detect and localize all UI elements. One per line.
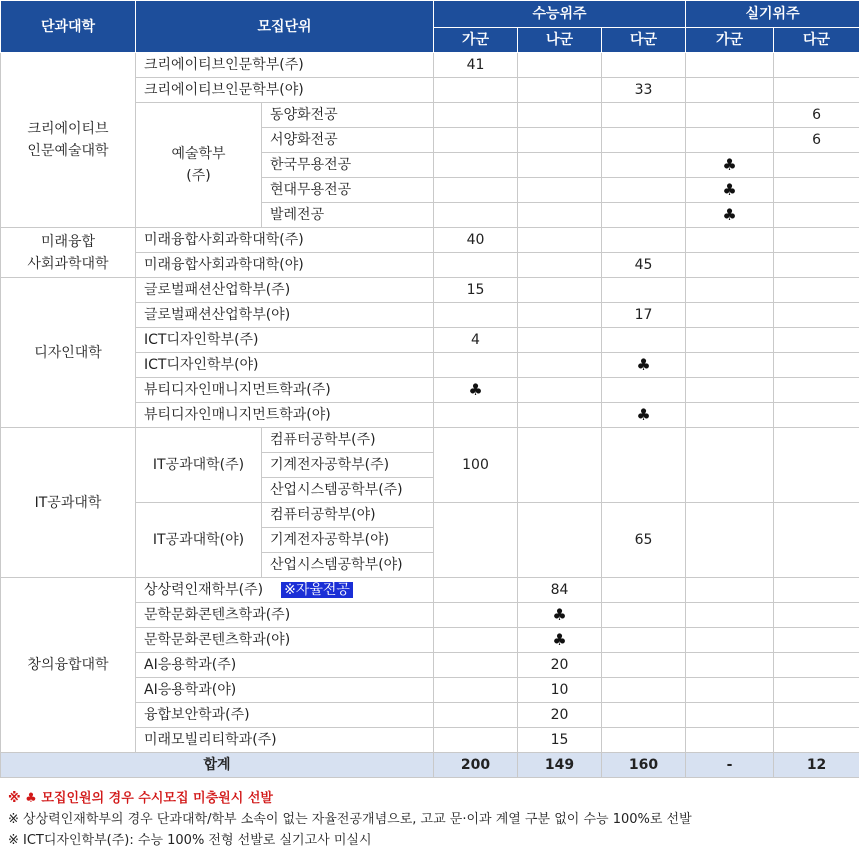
csat-da-cell: 33 bbox=[602, 78, 686, 103]
header-csat-na: 나군 bbox=[518, 28, 602, 53]
csat-ga-cell bbox=[434, 628, 518, 653]
header-csat-da: 다군 bbox=[602, 28, 686, 53]
footnote-ict: ※ ICT디자인학부(주): 수능 100% 전형 선발로 실기고사 미실시 bbox=[8, 833, 372, 848]
unit-name: 기계전자공학부(야) bbox=[262, 528, 434, 553]
practical-ga-cell bbox=[686, 278, 774, 303]
total-csat-na: 149 bbox=[518, 753, 602, 778]
practical-da-cell bbox=[774, 153, 859, 178]
practical-ga-cell bbox=[686, 378, 774, 403]
unit-name: 글로벌패션산업학부(야) bbox=[136, 303, 434, 328]
csat-da-cell bbox=[602, 603, 686, 628]
practical-da-cell bbox=[774, 403, 859, 428]
csat-da-cell bbox=[602, 278, 686, 303]
csat-na-cell bbox=[518, 103, 602, 128]
csat-ga-cell bbox=[434, 703, 518, 728]
csat-na-cell bbox=[518, 403, 602, 428]
club-icon: ♣ bbox=[686, 153, 774, 178]
unit-name: 융합보안학과(주) bbox=[136, 703, 434, 728]
unit-name: 산업시스템공학부(주) bbox=[262, 478, 434, 503]
practical-da-cell bbox=[774, 303, 859, 328]
csat-na-cell bbox=[518, 153, 602, 178]
csat-na-cell bbox=[518, 378, 602, 403]
header-college: 단과대학 bbox=[1, 1, 136, 53]
unit-name: 뷰티디자인매니지먼트학과(야) bbox=[136, 403, 434, 428]
csat-da-cell: 17 bbox=[602, 303, 686, 328]
club-icon: ♣ bbox=[518, 603, 602, 628]
csat-na-cell bbox=[518, 203, 602, 228]
club-icon: ♣ bbox=[686, 178, 774, 203]
footnotes bbox=[8, 788, 858, 851]
practical-ga-cell bbox=[686, 253, 774, 278]
practical-ga-cell bbox=[686, 353, 774, 378]
csat-na-cell bbox=[518, 53, 602, 78]
table-row bbox=[1, 53, 859, 78]
practical-ga-cell bbox=[686, 128, 774, 153]
csat-na-cell bbox=[518, 428, 602, 503]
csat-na-cell bbox=[518, 353, 602, 378]
csat-da-cell bbox=[602, 103, 686, 128]
practical-ga-cell bbox=[686, 503, 774, 578]
practical-da-cell: 6 bbox=[774, 128, 859, 153]
csat-ga-cell bbox=[434, 678, 518, 703]
csat-da-cell bbox=[602, 678, 686, 703]
practical-ga-cell bbox=[686, 603, 774, 628]
college-convergence: 창의융합대학 bbox=[1, 578, 136, 753]
csat-na-cell: 20 bbox=[518, 703, 602, 728]
practical-da-cell bbox=[774, 728, 859, 753]
practical-da-cell bbox=[774, 278, 859, 303]
csat-da-cell bbox=[602, 328, 686, 353]
club-icon: ♣ bbox=[602, 403, 686, 428]
practical-da-cell bbox=[774, 78, 859, 103]
csat-na-cell bbox=[518, 128, 602, 153]
practical-da-cell bbox=[774, 628, 859, 653]
club-icon: ♣ bbox=[434, 378, 518, 403]
unit-name: 동양화전공 bbox=[262, 103, 434, 128]
csat-da-cell bbox=[602, 128, 686, 153]
csat-da-cell bbox=[602, 203, 686, 228]
total-csat-ga: 200 bbox=[434, 753, 518, 778]
csat-ga-cell: 4 bbox=[434, 328, 518, 353]
practical-da-cell bbox=[774, 328, 859, 353]
unit-name: 한국무용전공 bbox=[262, 153, 434, 178]
college-it: IT공과대학 bbox=[1, 428, 136, 578]
dept-it-day: IT공과대학(주) bbox=[136, 428, 262, 503]
self-directed-major-tag: ※자율전공 bbox=[281, 582, 353, 598]
practical-da-cell bbox=[774, 578, 859, 603]
csat-ga-cell bbox=[434, 203, 518, 228]
table-row bbox=[1, 578, 859, 603]
csat-na-cell bbox=[518, 178, 602, 203]
practical-da-cell bbox=[774, 678, 859, 703]
practical-da-cell bbox=[774, 178, 859, 203]
csat-na-cell bbox=[518, 503, 602, 578]
footnote-club: ※ ♣ 모집인원의 경우 수시모집 미충원시 선발 bbox=[8, 791, 273, 806]
practical-ga-cell bbox=[686, 403, 774, 428]
practical-da-cell bbox=[774, 503, 859, 578]
practical-ga-cell bbox=[686, 53, 774, 78]
csat-da-cell bbox=[602, 153, 686, 178]
csat-da-cell bbox=[602, 178, 686, 203]
csat-ga-cell bbox=[434, 253, 518, 278]
unit-name: AI응용학과(야) bbox=[136, 678, 434, 703]
practical-da-cell bbox=[774, 353, 859, 378]
csat-na-cell bbox=[518, 78, 602, 103]
csat-ga-cell: 40 bbox=[434, 228, 518, 253]
practical-ga-cell bbox=[686, 578, 774, 603]
csat-ga-cell bbox=[434, 503, 518, 578]
practical-da-cell bbox=[774, 703, 859, 728]
practical-ga-cell bbox=[686, 653, 774, 678]
unit-name: 컴퓨터공학부(주) bbox=[262, 428, 434, 453]
header-csat-ga: 가군 bbox=[434, 28, 518, 53]
practical-da-cell bbox=[774, 228, 859, 253]
csat-da-cell bbox=[602, 728, 686, 753]
practical-ga-cell bbox=[686, 328, 774, 353]
unit-name: 현대무용전공 bbox=[262, 178, 434, 203]
unit-name: 크리에이티브인문학부(주) bbox=[136, 53, 434, 78]
csat-da-cell bbox=[602, 628, 686, 653]
unit-name: 서양화전공 bbox=[262, 128, 434, 153]
practical-da-cell bbox=[774, 378, 859, 403]
practical-da-cell bbox=[774, 603, 859, 628]
footnote-imagination: ※ 상상력인재학부의 경우 단과대학/학부 소속이 없는 자율전공개념으로, 고교 문·이과 계열 구분 없이 수능 100%로 선발 bbox=[8, 812, 692, 827]
college-design: 디자인대학 bbox=[1, 278, 136, 428]
csat-na-cell bbox=[518, 228, 602, 253]
csat-ga-cell bbox=[434, 303, 518, 328]
header-practical-ga: 가군 bbox=[686, 28, 774, 53]
practical-ga-cell bbox=[686, 703, 774, 728]
csat-da-cell: 45 bbox=[602, 253, 686, 278]
unit-name: 문학문화콘텐츠학과(야) bbox=[136, 628, 434, 653]
header-unit: 모집단위 bbox=[136, 1, 434, 53]
csat-na-cell: 84 bbox=[518, 578, 602, 603]
csat-na-cell bbox=[518, 328, 602, 353]
practical-ga-cell bbox=[686, 428, 774, 503]
header-csat: 수능위주 bbox=[434, 1, 686, 28]
unit-name: 기계전자공학부(주) bbox=[262, 453, 434, 478]
csat-ga-cell bbox=[434, 653, 518, 678]
college-future: 미래융합 사회과학대학 bbox=[1, 228, 136, 278]
csat-ga-cell bbox=[434, 178, 518, 203]
csat-ga-cell bbox=[434, 128, 518, 153]
csat-na-cell: 20 bbox=[518, 653, 602, 678]
csat-da-cell bbox=[602, 378, 686, 403]
unit-name: ICT디자인학부(주) bbox=[136, 328, 434, 353]
csat-ga-cell bbox=[434, 153, 518, 178]
csat-da-cell bbox=[602, 428, 686, 503]
csat-ga-cell bbox=[434, 103, 518, 128]
total-csat-da: 160 bbox=[602, 753, 686, 778]
total-row bbox=[1, 753, 859, 778]
csat-da-cell: 65 bbox=[602, 503, 686, 578]
unit-name-cell bbox=[136, 578, 434, 603]
practical-da-cell bbox=[774, 653, 859, 678]
unit-name: AI응용학과(주) bbox=[136, 653, 434, 678]
unit-name: 글로벌패션산업학부(주) bbox=[136, 278, 434, 303]
total-practical-da: 12 bbox=[774, 753, 859, 778]
unit-name: ICT디자인학부(야) bbox=[136, 353, 434, 378]
practical-ga-cell bbox=[686, 78, 774, 103]
csat-na-cell bbox=[518, 278, 602, 303]
practical-ga-cell bbox=[686, 728, 774, 753]
practical-ga-cell bbox=[686, 228, 774, 253]
unit-name: 문학문화콘텐츠학과(주) bbox=[136, 603, 434, 628]
csat-na-cell bbox=[518, 253, 602, 278]
csat-ga-cell bbox=[434, 578, 518, 603]
csat-ga-cell: 41 bbox=[434, 53, 518, 78]
csat-ga-cell bbox=[434, 353, 518, 378]
table-row bbox=[1, 428, 859, 453]
practical-ga-cell bbox=[686, 678, 774, 703]
csat-da-cell bbox=[602, 653, 686, 678]
csat-da-cell bbox=[602, 53, 686, 78]
unit-name: 미래융합사회과학대학(야) bbox=[136, 253, 434, 278]
dept-it-night: IT공과대학(야) bbox=[136, 503, 262, 578]
total-label: 합계 bbox=[1, 753, 434, 778]
table-row bbox=[1, 278, 859, 303]
unit-name: 상상력인재학부(주) bbox=[144, 582, 264, 598]
practical-da-cell bbox=[774, 53, 859, 78]
csat-da-cell bbox=[602, 228, 686, 253]
table-row bbox=[1, 228, 859, 253]
csat-ga-cell bbox=[434, 603, 518, 628]
unit-name: 컴퓨터공학부(야) bbox=[262, 503, 434, 528]
csat-da-cell bbox=[602, 578, 686, 603]
practical-da-cell bbox=[774, 428, 859, 503]
header-practical-da: 다군 bbox=[774, 28, 859, 53]
practical-ga-cell bbox=[686, 103, 774, 128]
practical-ga-cell bbox=[686, 628, 774, 653]
csat-ga-cell bbox=[434, 78, 518, 103]
dept-art: 예술학부 (주) bbox=[136, 103, 262, 228]
practical-da-cell bbox=[774, 253, 859, 278]
csat-ga-cell: 15 bbox=[434, 278, 518, 303]
csat-na-cell: 15 bbox=[518, 728, 602, 753]
unit-name: 미래모빌리티학과(주) bbox=[136, 728, 434, 753]
practical-da-cell: 6 bbox=[774, 103, 859, 128]
club-icon: ♣ bbox=[518, 628, 602, 653]
practical-da-cell bbox=[774, 203, 859, 228]
unit-name: 산업시스템공학부(야) bbox=[262, 553, 434, 578]
csat-ga-cell: 100 bbox=[434, 428, 518, 503]
csat-da-cell bbox=[602, 703, 686, 728]
unit-name: 발레전공 bbox=[262, 203, 434, 228]
total-practical-ga: - bbox=[686, 753, 774, 778]
unit-name: 뷰티디자인매니지먼트학과(주) bbox=[136, 378, 434, 403]
college-creative: 크리에이티브 인문예술대학 bbox=[1, 53, 136, 228]
header-practical: 실기위주 bbox=[686, 1, 859, 28]
club-icon: ♣ bbox=[602, 353, 686, 378]
unit-name: 크리에이티브인문학부(야) bbox=[136, 78, 434, 103]
csat-ga-cell bbox=[434, 728, 518, 753]
csat-na-cell bbox=[518, 303, 602, 328]
practical-ga-cell bbox=[686, 303, 774, 328]
csat-na-cell: 10 bbox=[518, 678, 602, 703]
unit-name: 미래융합사회과학대학(주) bbox=[136, 228, 434, 253]
csat-ga-cell bbox=[434, 403, 518, 428]
club-icon: ♣ bbox=[686, 203, 774, 228]
